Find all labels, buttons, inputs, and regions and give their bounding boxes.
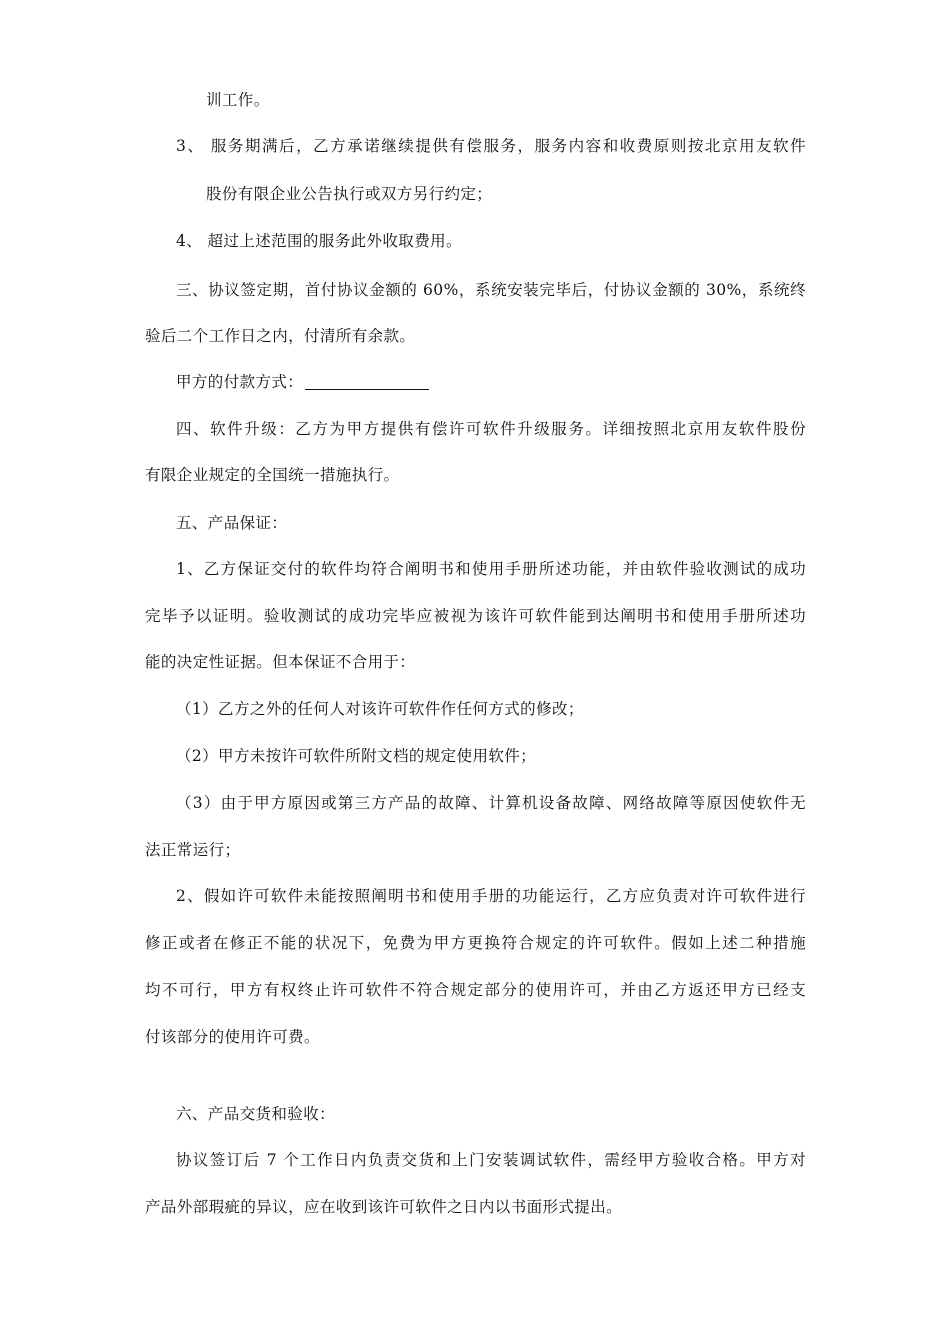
- paragraph-line: 付该部分的使用许可费。: [145, 1028, 320, 1046]
- paragraph-line: 法正常运行；: [145, 841, 241, 859]
- paragraph-line: 完毕予以证明。验收测试的成功完毕应被视为该许可软件能到达阐明书和使用手册所述功: [145, 607, 806, 625]
- list-item: （2）甲方未按许可软件所附文档的规定使用软件；: [176, 747, 537, 765]
- paragraph-line: 有限企业规定的全国统一措施执行。: [145, 466, 400, 484]
- paragraph-line: 修正或者在修正不能的状况下，免费为甲方更换符合规定的许可软件。假如上述二种措施: [145, 934, 806, 952]
- paragraph-line: 四、软件升级：乙方为甲方提供有偿许可软件升级服务。详细按照北京用友软件股份: [176, 420, 806, 438]
- payment-method-line: [176, 370, 429, 392]
- payment-method-label: 甲方的付款方式：: [176, 373, 304, 391]
- section-heading: 五、产品保证：: [176, 514, 288, 532]
- paragraph-line: 1、乙方保证交付的软件均符合阐明书和使用手册所述功能，并由软件验收测试的成功: [176, 560, 806, 578]
- payment-method-blank: [305, 388, 429, 390]
- list-item: （3）由于甲方原因或第三方产品的故障、计算机设备故障、网络故障等原因使软件无: [176, 794, 806, 812]
- paragraph-line: 三、协议签定期，首付协议金额的 60%，系统安装完毕后，付协议金额的 30%，系统终: [176, 281, 806, 299]
- paragraph-line: 2、假如许可软件未能按照阐明书和使用手册的功能运行，乙方应负责对许可软件进行: [176, 887, 806, 905]
- paragraph-line: 均不可行，甲方有权终止许可软件不符合规定部分的使用许可，并由乙方返还甲方已经支: [145, 981, 806, 999]
- paragraph-line: 产品外部瑕疵的异议，应在收到该许可软件之日内以书面形式提出。: [145, 1198, 623, 1216]
- paragraph-line: 3、 服务期满后，乙方承诺继续提供有偿服务，服务内容和收费原则按北京用友软件: [176, 137, 806, 155]
- list-item: （1）乙方之外的任何人对该许可软件作任何方式的修改；: [176, 700, 584, 718]
- paragraph-line: 训工作。: [206, 91, 270, 109]
- paragraph-line: 股份有限企业公告执行或双方另行约定；: [206, 185, 493, 203]
- paragraph-line: 能的决定性证据。但本保证不合用于：: [145, 653, 416, 671]
- paragraph-line: 协议签订后 7 个工作日内负责交货和上门安装调试软件，需经甲方验收合格。甲方对: [176, 1151, 806, 1169]
- paragraph-line: 验后二个工作日之内，付清所有余款。: [145, 327, 416, 345]
- section-heading: 六、产品交货和验收：: [176, 1105, 336, 1123]
- paragraph-line: 4、 超过上述范围的服务此外收取费用。: [176, 232, 462, 250]
